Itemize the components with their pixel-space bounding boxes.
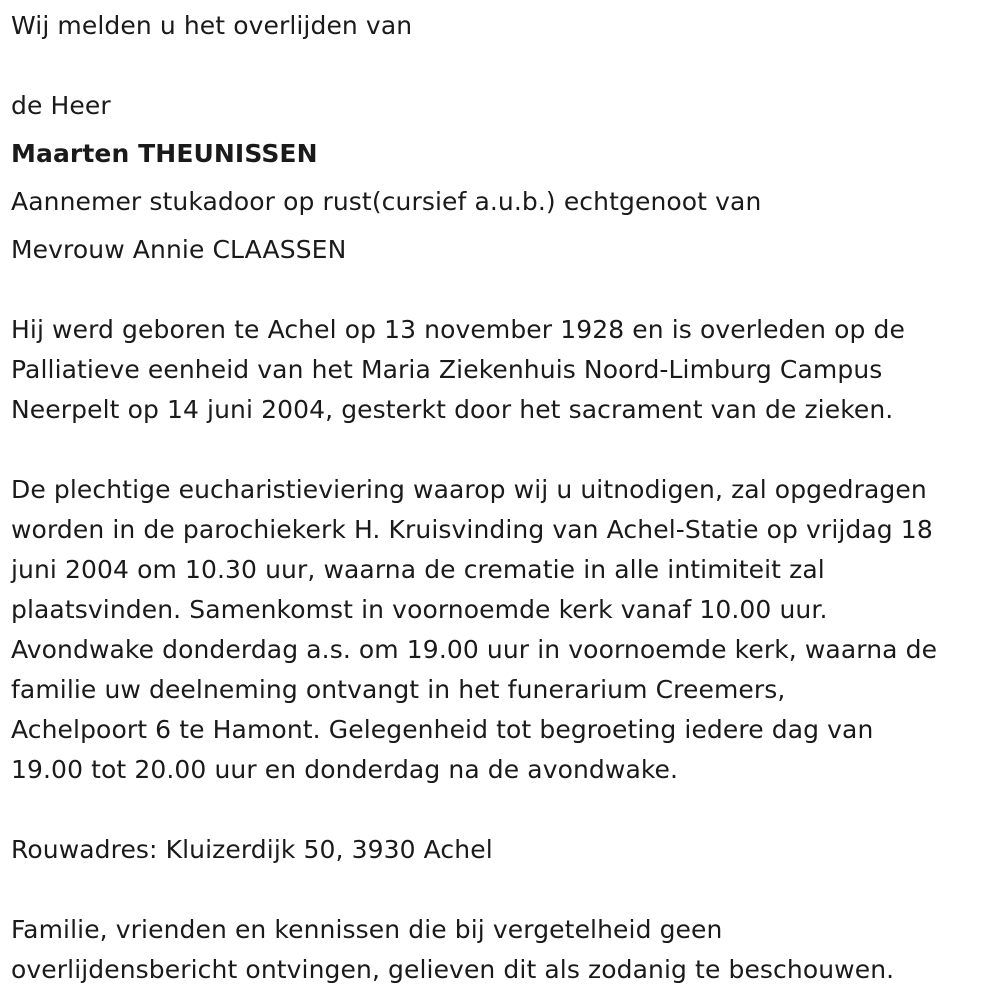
paragraph-line: worden in de parochiekerk H. Kruisvinding van Achel-Statie op vrijdag 18 [11,515,933,544]
occupation-line: Aannemer stukadoor op rust(cursief a.u.b.) echtgenoot van [11,187,762,216]
paragraph-line: plaatsvinden. Samenkomst in voornoemde kerk vanaf 10.00 uur. [11,595,828,624]
spouse-line: Mevrouw Annie CLAASSEN [11,235,347,264]
paragraph-line: 19.00 tot 20.00 uur en donderdag na de avondwake. [11,755,679,784]
paragraph-line: Neerpelt op 14 juni 2004, gesterkt door het sacrament van de zieken. [11,395,894,424]
intro-line: Wij melden u het overlijden van [11,11,413,40]
paragraph-line: Achelpoort 6 te Hamont. Gelegenheid tot begroeting iedere dag van [11,715,874,744]
paragraph-line: Palliatieve eenheid van het Maria Ziekenhuis Noord-Limburg Campus [11,355,883,384]
paragraph-line: familie uw deelneming ontvangt in het funerarium Creemers, [11,675,786,704]
mourning-address: Rouwadres: Kluizerdijk 50, 3930 Achel [11,835,493,864]
paragraph-line: overlijdensbericht ontvingen, gelieven dit als zodanig te beschouwen. [11,955,895,984]
paragraph-line: juni 2004 om 10.30 uur, waarna de crematie in alle intimiteit zal [11,555,825,584]
paragraph-line: Familie, vrienden en kennissen die bij vergetelheid geen [11,915,723,944]
paragraph-line: De plechtige eucharistieviering waarop wij u uitnodigen, zal opgedragen [11,475,927,504]
paragraph-line: Hij werd geboren te Achel op 13 november 1928 en is overleden op de [11,315,905,344]
paragraph-line: Avondwake donderdag a.s. om 19.00 uur in voornoemde kerk, waarna de [11,635,938,664]
deceased-name: Maarten THEUNISSEN [11,139,318,168]
title-prefix: de Heer [11,91,111,120]
